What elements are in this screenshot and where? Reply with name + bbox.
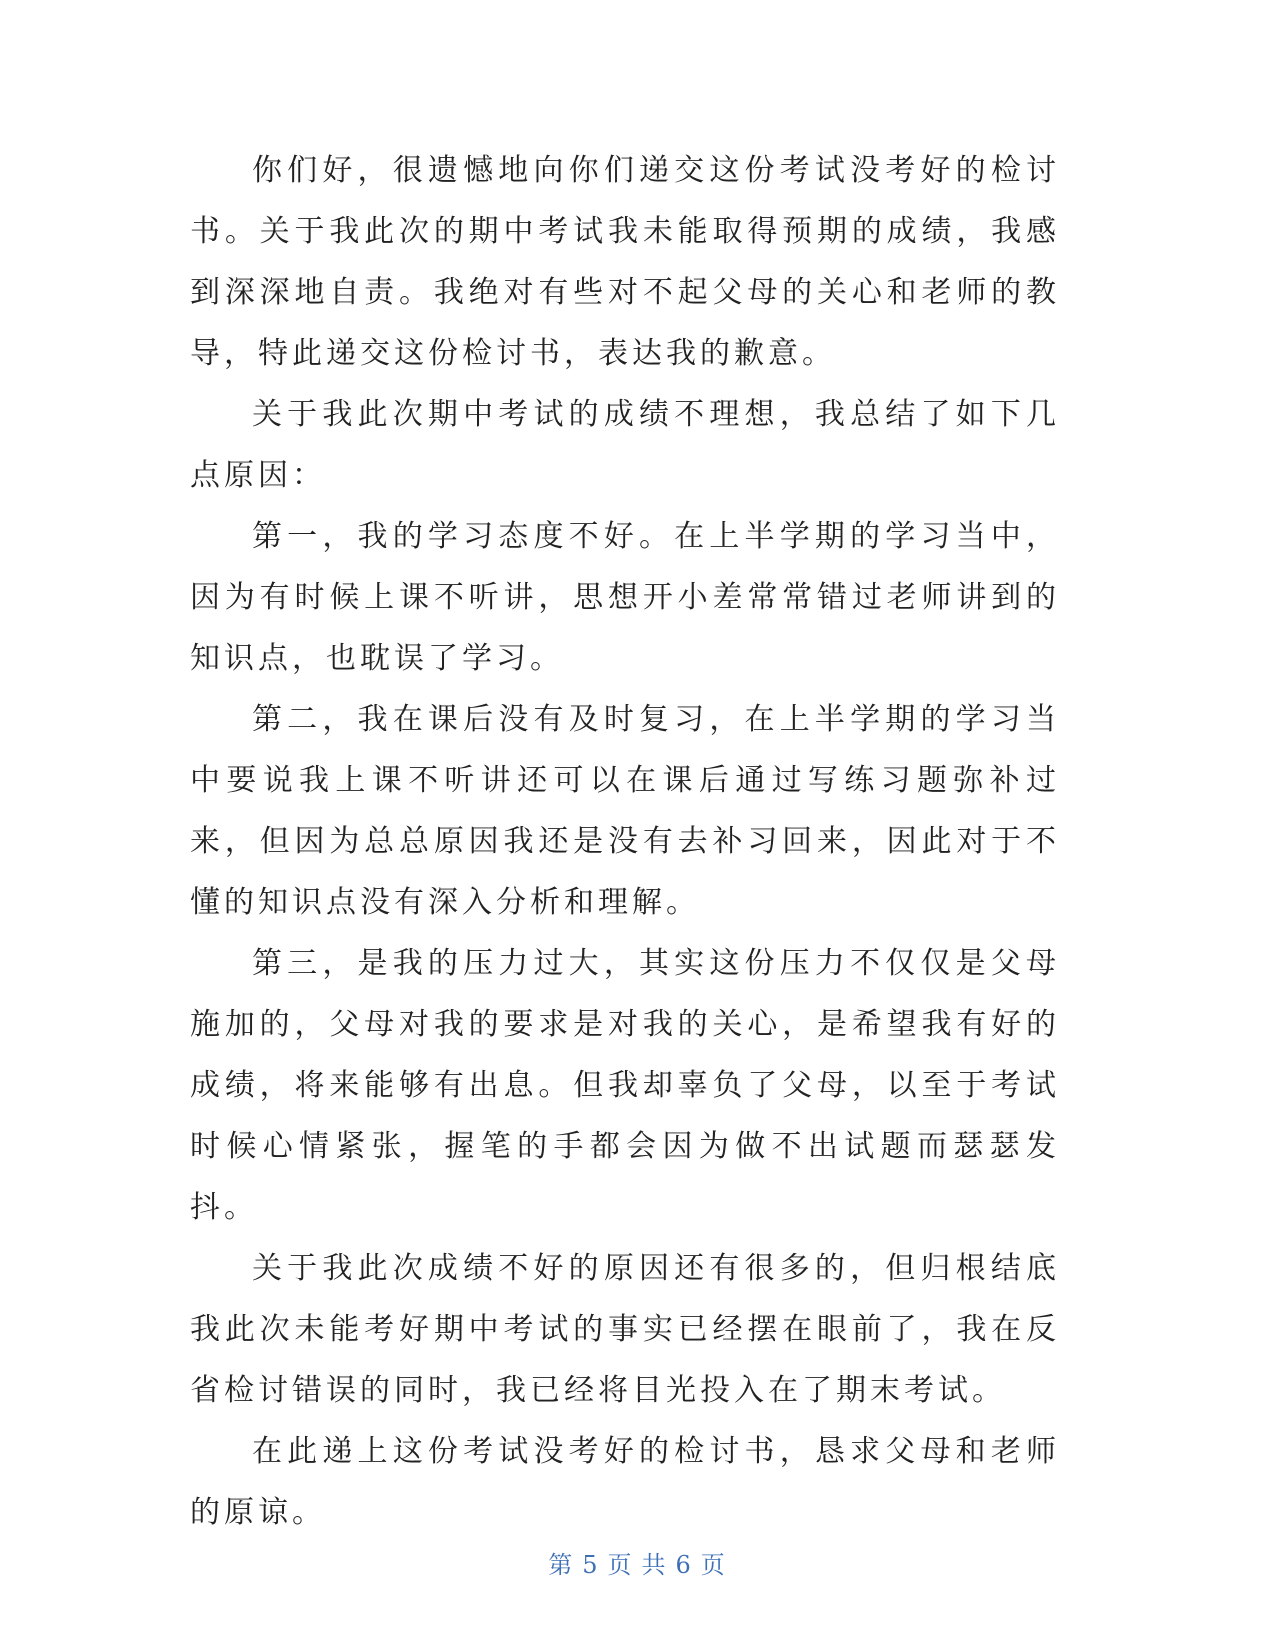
paragraph-intro: 你们好，很遗憾地向你们递交这份考试没考好的检讨书。关于我此次的期中考试我未能取得预期的成绩，我感到深深地自责。我绝对有些对不起父母的关心和老师的教导，特此递交这份检讨书，表达我的歉意。 xyxy=(190,153,1060,371)
footer-page-word: 页 xyxy=(607,1551,634,1579)
paragraph-reason-3: 第三，是我的压力过大，其实这份压力不仅仅是父母施加的，父母对我的要求是对我的关心，是希望我有好的成绩，将来能够有出息。但我却辜负了父母，以至于考试时候心情紧张，握笔的手都会因为做不出试题而瑟瑟发抖。 xyxy=(190,946,1060,1225)
paragraph-reason-2: 第二，我在课后没有及时复习，在上半学期的学习当中要说我上课不听讲还可以在课后通过写练习题弥补过来，但因为总总原因我还是没有去补习回来，因此对于不懂的知识点没有深入分析和理解。 xyxy=(190,702,1060,920)
footer-total-pages: 6 xyxy=(675,1551,693,1579)
footer-page-prefix: 第 xyxy=(548,1551,575,1579)
footer-current-page: 5 xyxy=(582,1551,600,1579)
paragraph-closing: 在此递上这份考试没考好的检讨书，恳求父母和老师的原谅。 xyxy=(190,1434,1060,1530)
page-footer xyxy=(0,1545,1275,1580)
paragraph-reason-1: 第一，我的学习态度不好。在上半学期的学习当中，因为有时候上课不听讲，思想开小差常常错过老师讲到的知识点，也耽误了学习。 xyxy=(190,519,1060,676)
document-body xyxy=(190,140,1060,1543)
footer-total-suffix: 页 xyxy=(700,1551,727,1579)
paragraph-summary: 关于我此次成绩不好的原因还有很多的，但归根结底我此次未能考好期中考试的事实已经摆在眼前了，我在反省检讨错误的同时，我已经将目光投入在了期末考试。 xyxy=(190,1251,1060,1408)
footer-total-prefix: 共 xyxy=(641,1551,668,1579)
paragraph-reasons-lead: 关于我此次期中考试的成绩不理想，我总结了如下几点原因： xyxy=(190,397,1060,493)
